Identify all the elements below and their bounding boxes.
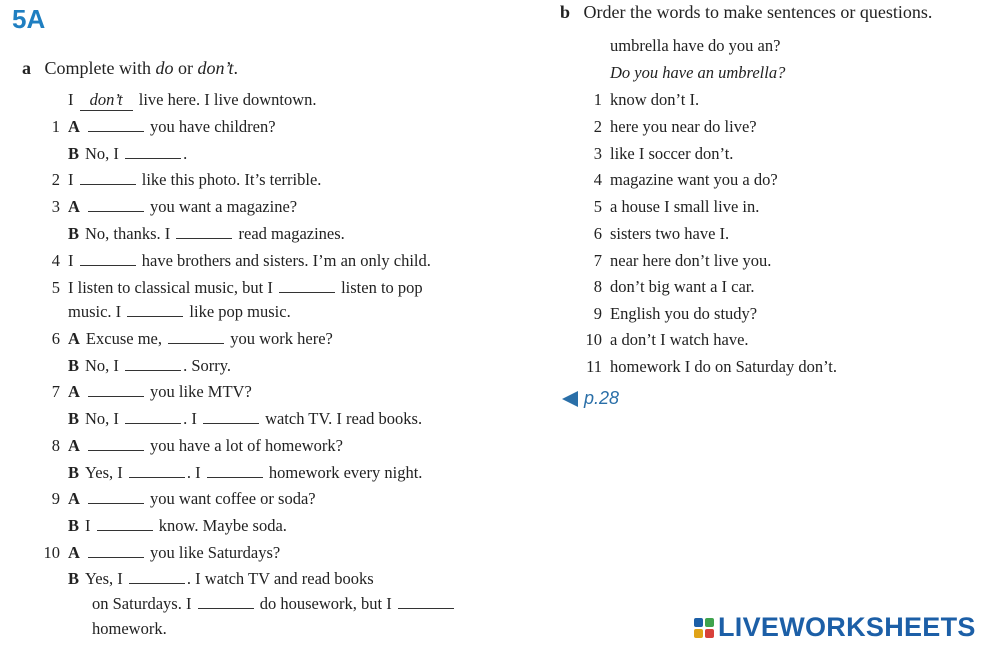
item-number: 2 — [51, 170, 60, 189]
item-text: have brothers and sisters. I’m an only child. — [141, 251, 431, 270]
answer-blank[interactable] — [129, 463, 185, 478]
item-text: listen to pop — [341, 278, 423, 297]
section-a-heading — [22, 58, 238, 79]
item-number: 10 — [585, 330, 602, 349]
item-text: you like Saturdays? — [150, 543, 281, 562]
answer-blank[interactable] — [88, 436, 144, 451]
item-text: No, I — [85, 409, 119, 428]
item-number: 5 — [593, 197, 602, 216]
answer-blank[interactable] — [125, 144, 181, 159]
item-text: you have children? — [150, 117, 276, 136]
item-text: I — [85, 516, 91, 535]
section-a-letter: a — [22, 58, 31, 78]
item-text: No, thanks. I — [85, 224, 171, 243]
item-number: 3 — [593, 144, 602, 163]
item-text: No, I — [85, 356, 119, 375]
item-text: a don’t I watch have. — [610, 330, 749, 349]
item-number: 3 — [51, 197, 60, 216]
item-number: 11 — [586, 357, 602, 376]
item-text: magazine want you a do? — [610, 170, 778, 189]
answer-blank[interactable] — [129, 569, 185, 584]
item-number: 7 — [593, 251, 602, 270]
item-text: know don’t I. — [610, 90, 700, 109]
arrow-left-icon — [562, 391, 578, 407]
order-item-9[interactable] — [574, 304, 757, 324]
answer-blank[interactable] — [168, 329, 224, 344]
item-number: 5 — [51, 278, 60, 297]
answer-blank[interactable] — [176, 224, 232, 239]
item-number: 8 — [593, 277, 602, 296]
item-text: you want a magazine? — [150, 197, 298, 216]
item-text: I — [68, 170, 74, 189]
answer-blank[interactable] — [80, 170, 136, 185]
item-text: Yes, I — [85, 569, 123, 588]
item-number: 10 — [43, 543, 60, 562]
item-number: 7 — [51, 382, 60, 401]
item-text: a house I small live in. — [610, 197, 760, 216]
item-5b — [38, 302, 291, 322]
item-text: homework. — [92, 619, 167, 638]
item-text: I listen to classical music, but I — [68, 278, 273, 297]
order-item-3[interactable] — [574, 144, 733, 164]
answer-blank[interactable] — [198, 594, 254, 609]
item-text: Excuse me, — [85, 329, 162, 348]
item-text: you have a lot of homework? — [150, 436, 343, 455]
instruction-text: Complete with — [44, 58, 156, 78]
item-text: homework every night. — [268, 463, 423, 482]
item-7a — [38, 382, 252, 402]
answer-blank[interactable] — [207, 463, 263, 478]
speaker: A — [68, 197, 80, 216]
item-text: Yes, I — [85, 463, 123, 482]
item-text: read magazines. — [238, 224, 345, 243]
answer-blank[interactable] — [125, 409, 181, 424]
item-text: homework I do on Saturday don’t. — [610, 357, 837, 376]
answer-blank[interactable] — [203, 409, 259, 424]
instruction-word-do: do — [155, 58, 174, 78]
item-text: . — [183, 144, 188, 163]
item-text: you like MTV? — [150, 382, 252, 401]
section-b-letter: b — [560, 2, 571, 22]
item-number: 6 — [593, 224, 602, 243]
speaker: A — [68, 436, 80, 455]
speaker: B — [68, 409, 80, 428]
item-10c — [92, 594, 456, 614]
answer-blank[interactable] — [88, 382, 144, 397]
item-5a — [38, 278, 423, 298]
item-9a — [38, 489, 316, 509]
order-item-10[interactable] — [574, 330, 749, 350]
item-text: English you do study? — [610, 304, 758, 323]
item-text: you work here? — [230, 329, 333, 348]
order-item-11[interactable] — [574, 357, 837, 377]
logo-text: LIVEWORKSHEETS — [718, 612, 976, 642]
speaker: A — [68, 489, 80, 508]
item-text: you want coffee or soda? — [150, 489, 316, 508]
example-words: umbrella have do you an? — [610, 36, 781, 55]
order-item-8[interactable] — [574, 277, 755, 297]
item-6b — [38, 356, 231, 376]
answer-blank[interactable] — [125, 356, 181, 371]
item-text: sisters two have I. — [610, 224, 730, 243]
instruction-end: . — [233, 58, 238, 78]
example-line — [68, 90, 317, 111]
item-text: like this photo. It’s terrible. — [141, 170, 322, 189]
item-number: 4 — [51, 251, 60, 270]
instruction-word-dont: don’t — [197, 58, 234, 78]
item-number: 2 — [593, 117, 602, 136]
speaker: A — [68, 117, 80, 136]
item-text: . Sorry. — [183, 356, 232, 375]
item-9b — [38, 516, 287, 536]
item-text: I — [68, 251, 74, 270]
order-item-1[interactable] — [574, 90, 699, 110]
item-8b — [38, 463, 422, 483]
item-number: 9 — [51, 489, 60, 508]
item-text: like pop music. — [189, 302, 291, 321]
answer-blank[interactable] — [88, 543, 144, 558]
order-item-6[interactable] — [574, 224, 729, 244]
example-post: live here. I live downtown. — [138, 90, 317, 109]
example-pre: I — [68, 90, 74, 109]
item-text: near here don’t live you. — [610, 251, 772, 270]
item-3b — [38, 224, 345, 244]
speaker: B — [68, 224, 80, 243]
instruction-text-or: or — [173, 58, 198, 78]
order-item-5[interactable] — [574, 197, 759, 217]
answer-blank[interactable] — [127, 302, 183, 317]
answer-blank[interactable] — [88, 197, 144, 212]
item-text: music. I — [68, 302, 122, 321]
speaker: A — [68, 329, 80, 348]
order-item-4[interactable] — [574, 170, 778, 190]
speaker: A — [68, 543, 80, 562]
speaker: B — [68, 569, 80, 588]
liveworksheets-logo — [694, 612, 976, 643]
answer-blank[interactable] — [279, 278, 335, 293]
answer-blank[interactable] — [97, 516, 153, 531]
item-number: 8 — [51, 436, 60, 455]
item-number: 6 — [51, 329, 60, 348]
item-10a — [38, 543, 280, 563]
item-text: here you near do live? — [610, 117, 757, 136]
item-3a — [38, 197, 297, 217]
item-4 — [38, 251, 431, 271]
answer-blank[interactable] — [88, 489, 144, 504]
page-reference-link[interactable] — [562, 388, 619, 409]
answer-blank[interactable] — [398, 594, 454, 609]
item-number: 9 — [593, 304, 602, 323]
item-text: . I — [183, 409, 197, 428]
item-text: on Saturdays. I — [92, 594, 192, 613]
item-number: 4 — [593, 170, 602, 189]
item-number: 1 — [593, 90, 602, 109]
speaker: B — [68, 516, 80, 535]
item-10d — [92, 619, 167, 639]
example-answer: don’t — [80, 90, 133, 111]
unit-title: 5A — [12, 4, 46, 34]
item-1a — [38, 117, 276, 137]
speaker: A — [68, 382, 80, 401]
speaker: B — [68, 144, 80, 163]
item-6a — [38, 329, 333, 349]
item-7b — [38, 409, 422, 429]
logo-grid-icon — [694, 618, 714, 638]
item-text: don’t big want a I car. — [610, 277, 755, 296]
example-answer: Do you have an umbrella? — [610, 63, 786, 82]
instruction-text: Order the words to make sentences or questions. — [583, 2, 933, 22]
answer-blank[interactable] — [80, 251, 136, 266]
item-text: like I soccer don’t. — [610, 144, 734, 163]
answer-blank[interactable] — [88, 117, 144, 132]
item-text: watch TV. I read books. — [265, 409, 423, 428]
item-text: know. Maybe soda. — [158, 516, 287, 535]
item-10b — [38, 569, 374, 589]
order-item-7[interactable] — [574, 251, 771, 271]
order-item-2[interactable] — [574, 117, 757, 137]
item-2 — [38, 170, 321, 190]
page-reference-text: p.28 — [584, 388, 620, 408]
item-text: . I — [186, 463, 201, 482]
item-text: do housework, but I — [259, 594, 392, 613]
item-text: . I watch TV and read books — [186, 569, 374, 588]
speaker: B — [68, 356, 80, 375]
section-b-heading — [560, 2, 932, 23]
item-number: 1 — [51, 117, 60, 136]
speaker: B — [68, 463, 80, 482]
item-1b — [38, 144, 187, 164]
item-8a — [38, 436, 343, 456]
item-text: No, I — [85, 144, 119, 163]
